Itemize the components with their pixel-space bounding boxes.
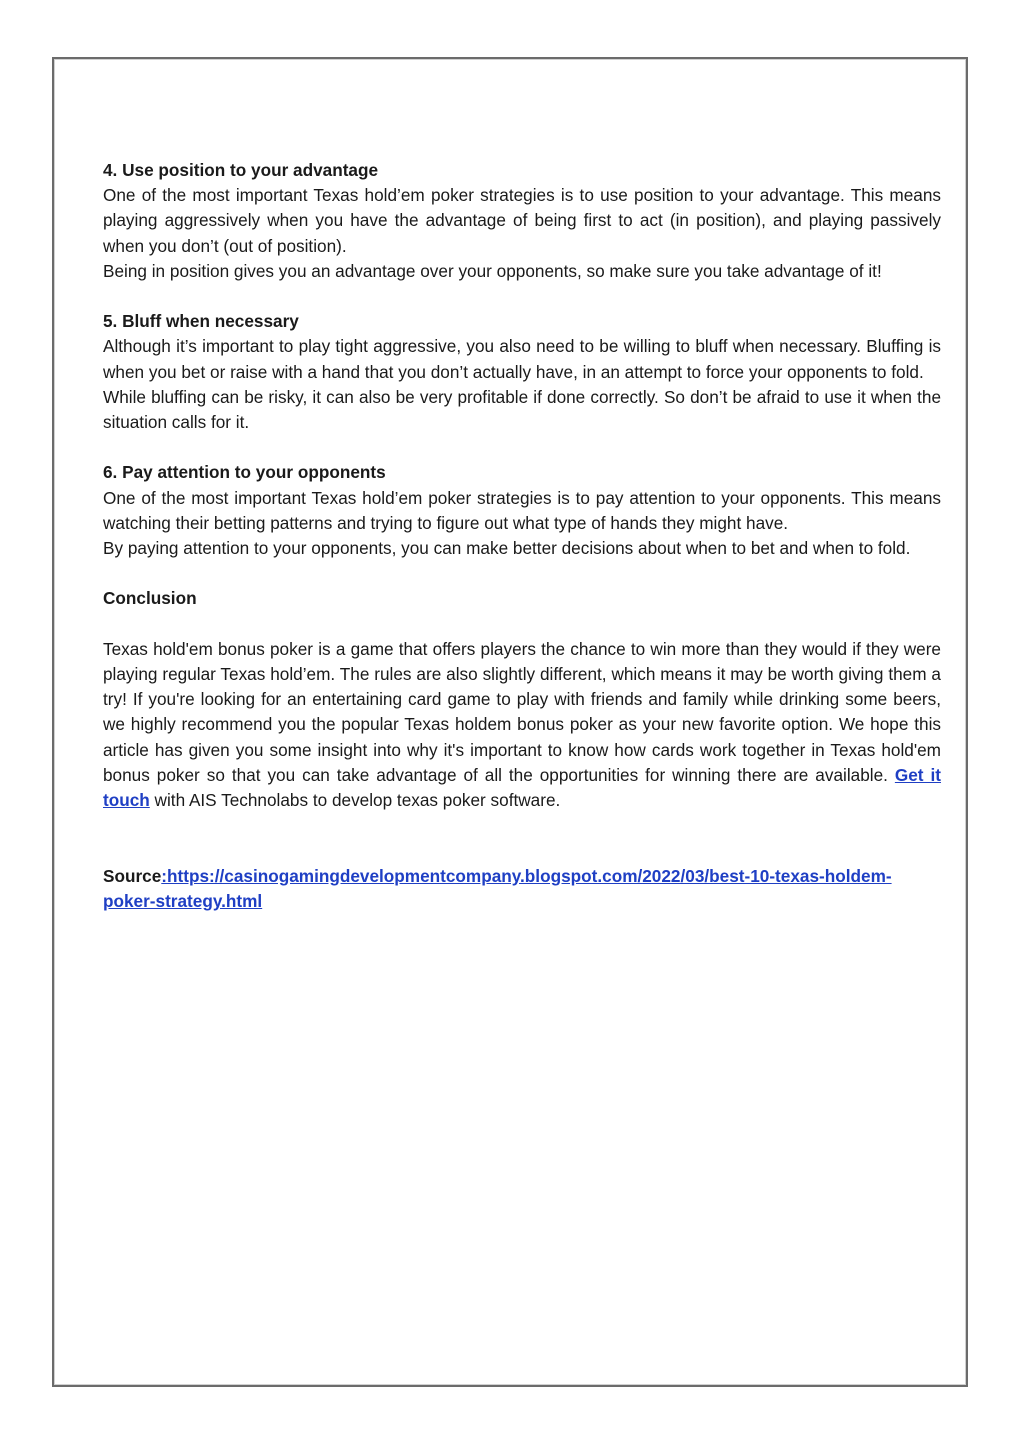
paragraph: Being in position gives you an advantage over your opponents, so make sure you take advantage of it!	[103, 260, 882, 281]
spacer	[103, 284, 941, 309]
paragraph: By paying attention to your opponents, you can make better decisions about when to bet and when to fold.	[103, 538, 911, 559]
paragraph: Although it’s important to play tight aggressive, you also need to be willing to bluff when necessary. Bluffing is when you bet or raise with a hand that you don’t actually have, in an attempt to force your opponents to fold.	[103, 336, 941, 382]
paragraph: While bluffing can be risky, it can also be very profitable if done correctly. So don’t be afraid to use it when the situation calls for it.	[103, 386, 941, 433]
spacer	[103, 813, 941, 863]
spacer	[103, 612, 941, 637]
section-heading-opponents: 6. Pay attention to your opponents	[103, 462, 386, 483]
paragraph: One of the most important Texas hold’em poker strategies is to pay attention to your opponents. This means watching their betting patterns and trying to figure out what type of hands they might have.	[103, 487, 941, 533]
source-url-link[interactable]: :https://casinogamingdevelopmentcompany.blogspot.com/2022/03/best-10-texas-holdem-poker-strategy.html	[103, 865, 892, 911]
paragraph: One of the most important Texas hold’em poker strategies is to use position to your advantage. This means playing aggressively when you have the advantage of being first to act (in position), and playing passively when you don’t (out of position).	[103, 185, 941, 256]
conclusion-heading: Conclusion	[103, 588, 197, 609]
source-label: Source	[103, 865, 162, 886]
conclusion-text-end: with AIS Technolabs to develop texas poker software.	[149, 790, 561, 811]
spacer	[103, 561, 941, 586]
source-line	[103, 864, 941, 914]
section-heading-bluff: 5. Bluff when necessary	[103, 311, 299, 332]
spacer	[103, 435, 941, 460]
document-content	[103, 158, 941, 914]
conclusion-text: Texas hold'em bonus poker is a game that offers players the chance to win more than they would if they were playing regular Texas hold’em. The rules are also slightly different, which means it may be worth giving them a try! If you're looking for an entertaining card game to play with friends and family while drinking some beers, we highly recommend you the popular Texas holdem bonus poker as your new favorite option. We hope this article has given you some insight into why it's important to know how cards work together in Texas hold'em bonus poker so that you can take advantage of all the opportunities for winning there are available.	[103, 638, 941, 785]
get-in-touch-link[interactable]: Get it touch	[103, 764, 941, 811]
conclusion-paragraph	[103, 637, 941, 813]
section-heading-position: 4. Use position to your advantage	[103, 160, 379, 180]
